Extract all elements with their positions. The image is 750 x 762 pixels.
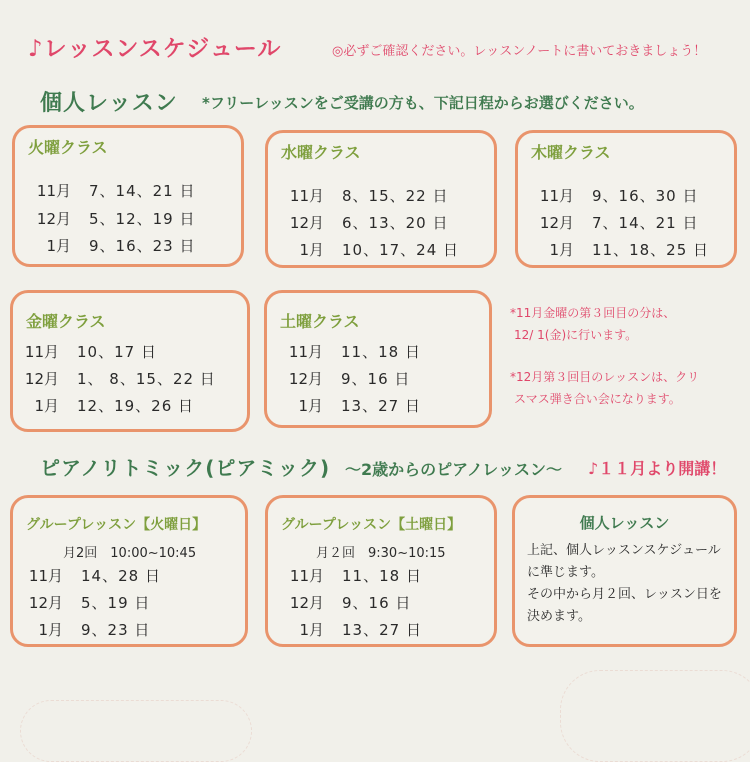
dates-label: 9、16、30 日 bbox=[592, 187, 699, 205]
class-title: 木曜クラス bbox=[531, 143, 611, 162]
month-label: 1月 bbox=[46, 237, 71, 255]
schedule-row bbox=[268, 619, 422, 640]
frequency-text: 月2回 10:00~10:45 bbox=[63, 546, 197, 561]
month-label: 11月 bbox=[24, 343, 59, 361]
individual-section-note: *フリーレッスンをご受講の方も、下記日程からお選びください。 bbox=[202, 94, 644, 112]
dates-label: 10、17、24 日 bbox=[342, 241, 460, 259]
dates-label: 8、15、22 日 bbox=[342, 187, 449, 205]
month-label: 12月 bbox=[289, 214, 324, 232]
dates-label: 9、23 日 bbox=[81, 621, 151, 639]
individual-line: 上記、個人レッスンスケジュール bbox=[527, 543, 721, 558]
month-label: 12月 bbox=[288, 370, 323, 388]
opening-announcement: ♪１１月より開講！ bbox=[588, 459, 727, 478]
dates-label: 9、16 日 bbox=[342, 594, 412, 612]
month-label: 12月 bbox=[539, 214, 574, 232]
class-card-saturday bbox=[264, 290, 492, 428]
month-label: 1月 bbox=[34, 397, 59, 415]
side-note-line: 12/ 1(金)に行います。 bbox=[514, 328, 638, 342]
schedule-row bbox=[268, 212, 449, 233]
dates-label: 7、14、21 日 bbox=[592, 214, 699, 232]
schedule-row bbox=[7, 592, 150, 613]
dates-label: 13、27 日 bbox=[342, 621, 422, 639]
month-label: 1月 bbox=[299, 241, 324, 259]
class-card-wednesday bbox=[265, 130, 497, 268]
individual-line: に準じます。 bbox=[527, 565, 604, 580]
individual-line: その中から月２回、レッスン日を bbox=[527, 587, 722, 602]
month-label: 11月 bbox=[36, 182, 71, 200]
schedule-row bbox=[3, 368, 216, 389]
dates-label: 9、16 日 bbox=[341, 370, 411, 388]
individual-section-title: 個人レッスン bbox=[40, 91, 178, 116]
month-label: 12月 bbox=[36, 210, 71, 228]
background-decoration bbox=[560, 670, 750, 762]
individual-lesson-title: 個人レッスン bbox=[579, 514, 670, 532]
schedule-row bbox=[268, 185, 449, 206]
class-title: 金曜クラス bbox=[26, 312, 106, 331]
schedule-row bbox=[268, 592, 411, 613]
schedule-row bbox=[3, 395, 194, 416]
schedule-row bbox=[15, 235, 196, 256]
dates-label: 11、18 日 bbox=[342, 567, 422, 585]
dates-label: 5、12、19 日 bbox=[89, 210, 196, 228]
schedule-row bbox=[15, 180, 196, 201]
individual-lesson-text bbox=[527, 540, 722, 628]
schedule-row bbox=[268, 239, 459, 260]
group-title: グループレッスン【火曜日】 bbox=[26, 517, 207, 533]
schedule-row bbox=[267, 368, 410, 389]
dates-label: 6、13、20 日 bbox=[342, 214, 449, 232]
schedule-row bbox=[267, 395, 421, 416]
group-card-tuesday bbox=[10, 495, 248, 647]
month-label: 12月 bbox=[28, 594, 63, 612]
month-label: 11月 bbox=[288, 343, 323, 361]
notice-text: ◎必ずご確認ください。レッスンノートに書いておきましょう！ bbox=[332, 44, 707, 59]
individual-lesson-card bbox=[512, 495, 737, 647]
schedule-row bbox=[518, 239, 709, 260]
dates-label: 12、19、26 日 bbox=[77, 397, 195, 415]
side-note-line: スマス弾き合い会になります。 bbox=[514, 392, 681, 406]
schedule-row bbox=[15, 208, 196, 229]
side-note-line: *11月金曜の第３回目の分は、 bbox=[510, 306, 676, 320]
background-decoration bbox=[20, 700, 252, 762]
dates-label: 11、18 日 bbox=[341, 343, 421, 361]
schedule-row bbox=[7, 619, 150, 640]
dates-label: 1、 8、15、22 日 bbox=[77, 370, 216, 388]
schedule-row bbox=[3, 341, 157, 362]
dates-label: 11、18、25 日 bbox=[592, 241, 710, 259]
schedule-row bbox=[518, 185, 699, 206]
schedule-row bbox=[268, 565, 422, 586]
side-note-2 bbox=[510, 366, 699, 410]
side-note-1 bbox=[510, 302, 675, 346]
month-label: 11月 bbox=[289, 567, 324, 585]
month-label: 12月 bbox=[289, 594, 324, 612]
month-label: 1月 bbox=[299, 621, 324, 639]
month-label: 11月 bbox=[289, 187, 324, 205]
frequency-text: 月２回 9:30~10:15 bbox=[316, 546, 446, 561]
class-card-thursday bbox=[515, 130, 737, 268]
dates-label: 14、28 日 bbox=[81, 567, 161, 585]
dates-label: 7、14、21 日 bbox=[89, 182, 196, 200]
class-card-tuesday bbox=[12, 125, 244, 267]
page-title: ♪レッスンスケジュール bbox=[28, 36, 282, 62]
dates-label: 9、16、23 日 bbox=[89, 237, 196, 255]
class-title: 水曜クラス bbox=[281, 143, 361, 162]
individual-line: 決めます。 bbox=[527, 609, 591, 624]
month-label: 12月 bbox=[24, 370, 59, 388]
month-label: 11月 bbox=[539, 187, 574, 205]
month-label: 1月 bbox=[298, 397, 323, 415]
dates-label: 10、17 日 bbox=[77, 343, 157, 361]
month-label: 1月 bbox=[549, 241, 574, 259]
class-card-friday bbox=[10, 290, 250, 432]
dates-label: 13、27 日 bbox=[341, 397, 421, 415]
month-label: 1月 bbox=[38, 621, 63, 639]
group-title: グループレッスン【土曜日】 bbox=[281, 517, 462, 533]
dates-label: 5、19 日 bbox=[81, 594, 151, 612]
class-title: 火曜クラス bbox=[28, 138, 108, 157]
schedule-row bbox=[7, 565, 161, 586]
schedule-row bbox=[267, 341, 421, 362]
group-card-saturday bbox=[265, 495, 497, 647]
side-note-line: *12月第３回目のレッスンは、クリ bbox=[510, 370, 700, 384]
class-title: 土曜クラス bbox=[280, 312, 360, 331]
schedule-row bbox=[518, 212, 699, 233]
rhythmic-section-title: ピアノリトミック(ピアミック) bbox=[40, 456, 331, 480]
rhythmic-section-subtitle: ～2歳からのピアノレッスン～ bbox=[345, 460, 563, 479]
month-label: 11月 bbox=[28, 567, 63, 585]
